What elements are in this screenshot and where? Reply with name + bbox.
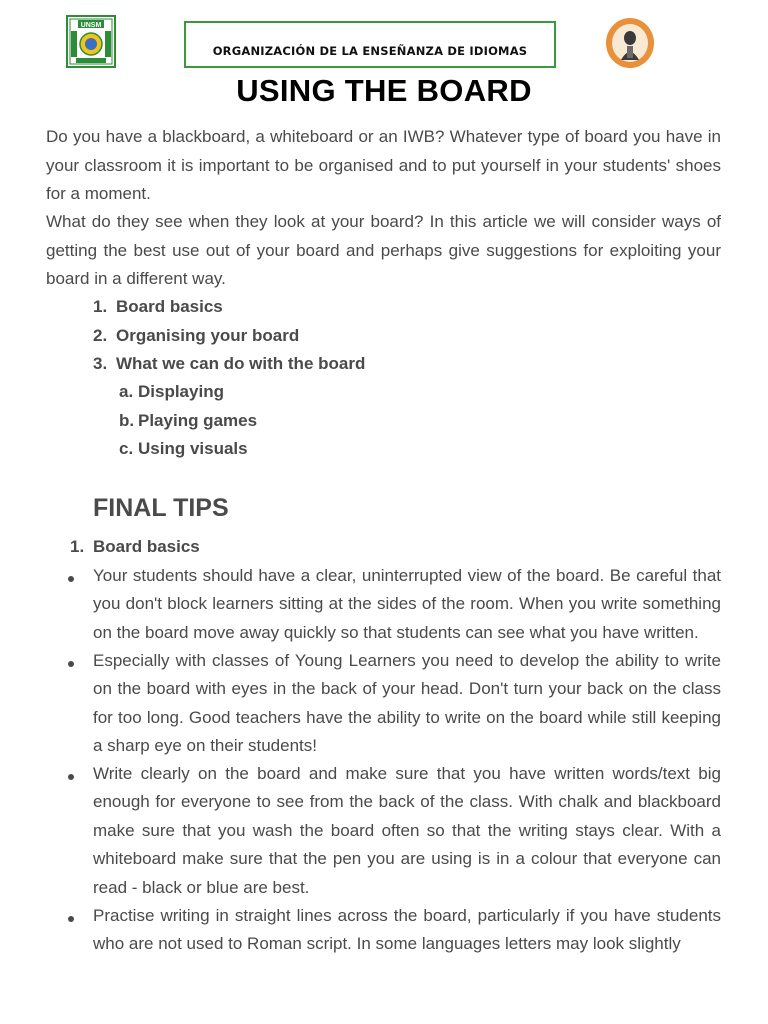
toc-label: Board basics [116, 297, 223, 316]
toc-item [93, 324, 299, 348]
toc-subitem [119, 437, 248, 461]
toc-subitem [119, 409, 257, 433]
toc-letter: a. [119, 382, 134, 401]
toc-letter: b. [119, 411, 135, 430]
tip-bullet: Your students should have a clear, uninterrupted view of the board. Be careful that you don't block learners sitting at the sides of the room. When you write something on the board move away quickly so that students can see what you have written. [93, 566, 721, 642]
tip-bullet: Write clearly on the board and make sure that you have written words/text big enough for everyone to see from the back of the class. With chalk and blackboard make sure that you wash the board often so that the writing stays clear. With a whiteboard make sure that the pen you are using is in a colour that everyone can read - black or blue are best. [93, 764, 721, 897]
bullet-icon [68, 661, 74, 667]
toc-subitem [119, 380, 224, 404]
organization-title: ORGANIZACIÓN DE LA ENSEÑANZA DE IDIOMAS [212, 44, 528, 58]
bullet-icon [68, 576, 74, 582]
page-title: USING THE BOARD [236, 73, 532, 108]
toc-number: 1. [93, 297, 108, 316]
toc-number: 2. [93, 326, 108, 345]
logo-text: UNSM [80, 22, 102, 29]
section-heading: FINAL TIPS [93, 494, 229, 522]
institute-emblem-icon [604, 16, 656, 70]
university-seal-icon [66, 15, 116, 68]
subsection-number: 1. [70, 537, 85, 556]
toc-number: 3. [93, 354, 108, 373]
tip-bullet: Especially with classes of Young Learners you need to develop the ability to write on the board with eyes in the back of your head. Don't turn your back on the class for too long. Good teachers have the ability to write on the board while still keeping a sharp eye on their students! [93, 651, 721, 756]
intro-paragraph: Do you have a blackboard, a whiteboard or an IWB? Whatever type of board you have in your classroom it is important to be organised and to put yourself in your students' shoes for a moment. [46, 127, 721, 203]
bullet-icon [68, 774, 74, 780]
bullet-icon [68, 916, 74, 922]
toc-label: Using visuals [138, 439, 248, 458]
toc-letter: c. [119, 439, 134, 458]
toc-item [93, 295, 223, 319]
toc-label: What we can do with the board [116, 354, 366, 373]
header-title-box [184, 21, 556, 68]
tip-bullet: Practise writing in straight lines across the board, particularly if you have students who are not used to Roman script. In some languages letters may look slightly [93, 906, 721, 954]
toc-label: Organising your board [116, 326, 300, 345]
toc-label: Playing games [138, 411, 258, 430]
toc-item [93, 352, 365, 376]
intro-paragraph: What do they see when they look at your board? In this article we will consider ways of getting the best use out of your board and perhaps give suggestions for exploiting your board in a different way. [46, 212, 721, 288]
subsection-title: Board basics [93, 537, 200, 556]
toc-label: Displaying [138, 382, 224, 401]
subsection-heading [70, 535, 200, 559]
